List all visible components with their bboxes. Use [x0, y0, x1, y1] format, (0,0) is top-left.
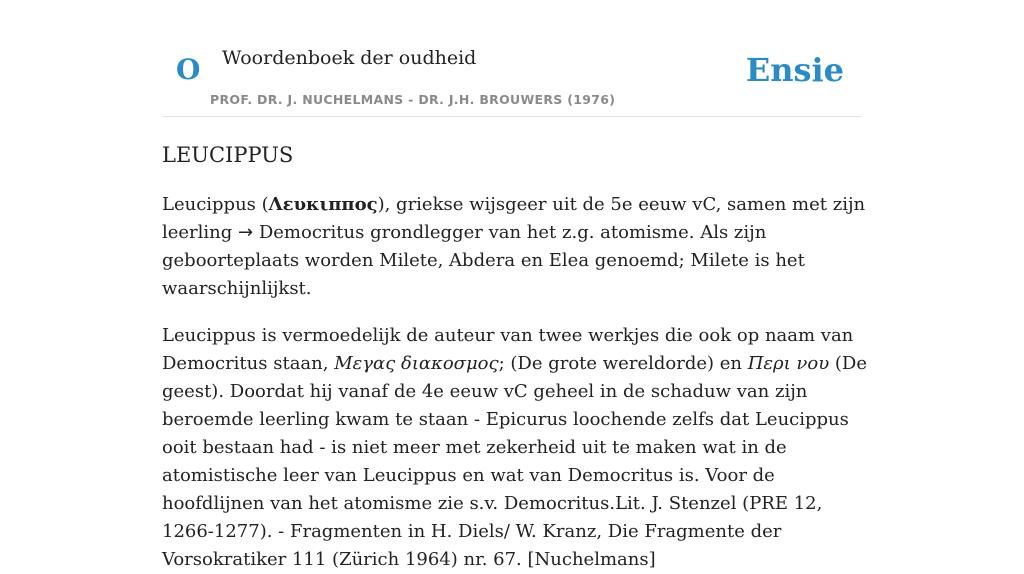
entry-paragraph-2	[162, 322, 868, 574]
greek-name: Λευκιππος	[268, 194, 378, 215]
p1-text-1: Leucippus (	[162, 194, 269, 215]
p2-text-3: (De geest). Doordat hij vanaf de 4e eeuw vC geheel in de schaduw van zijn beroemde leerling kwam te staan - Epicurus loochende zelfs dat Leucippus ooit bestaan had - is niet meer met zekerheid uit te maken wat in de atomistische leer van Leucippus en wat van Democritus is. Voor de hoofdlijnen van het atomisme zie s.v. Democritus.Lit. J. Stenzel (PRE 12, 1266-1277). - Fragmenten in H. Diels/ W. Kranz, Die Fragmente der Vorsokratiker 111 (Zürich 1964) nr. 67. [Nuchelmans]	[162, 353, 867, 570]
entry-content	[162, 138, 868, 574]
book-authors: PROF. DR. J. NUCHELMANS - DR. J.H. BROUWERS (1976)	[210, 92, 616, 107]
p2-text-1: Leucippus is vermoedelijk de auteur van twee werkjes die ook op naam van Democritus staan,	[162, 325, 854, 374]
header	[162, 0, 862, 117]
greek-work-title-2: Περι νου	[747, 353, 830, 374]
p1-text-2: ), griekse wijsgeer uit de 5e eeuw vC, samen met zijn leerling	[162, 194, 866, 243]
entry-title: LEUCIPPUS	[162, 143, 294, 167]
entry-paragraph-1	[162, 191, 868, 303]
p2-text-2: ; (De grote wereldorde) en	[498, 353, 748, 374]
greek-work-title-1: Μεγας διακοσμος	[334, 353, 499, 374]
cross-reference-arrow-icon[interactable]: →	[238, 222, 254, 243]
brand-logo[interactable]: Ensie	[745, 51, 844, 89]
book-title[interactable]: Woordenboek der oudheid	[222, 47, 477, 69]
letter-index[interactable]: O	[176, 53, 201, 86]
p1-text-3: Democritus grondlegger van het z.g. atomisme. Als zijn geboorteplaats worden Milete, Abdera en Elea genoemd; Milete is het waarschijnlijkst.	[162, 222, 805, 299]
